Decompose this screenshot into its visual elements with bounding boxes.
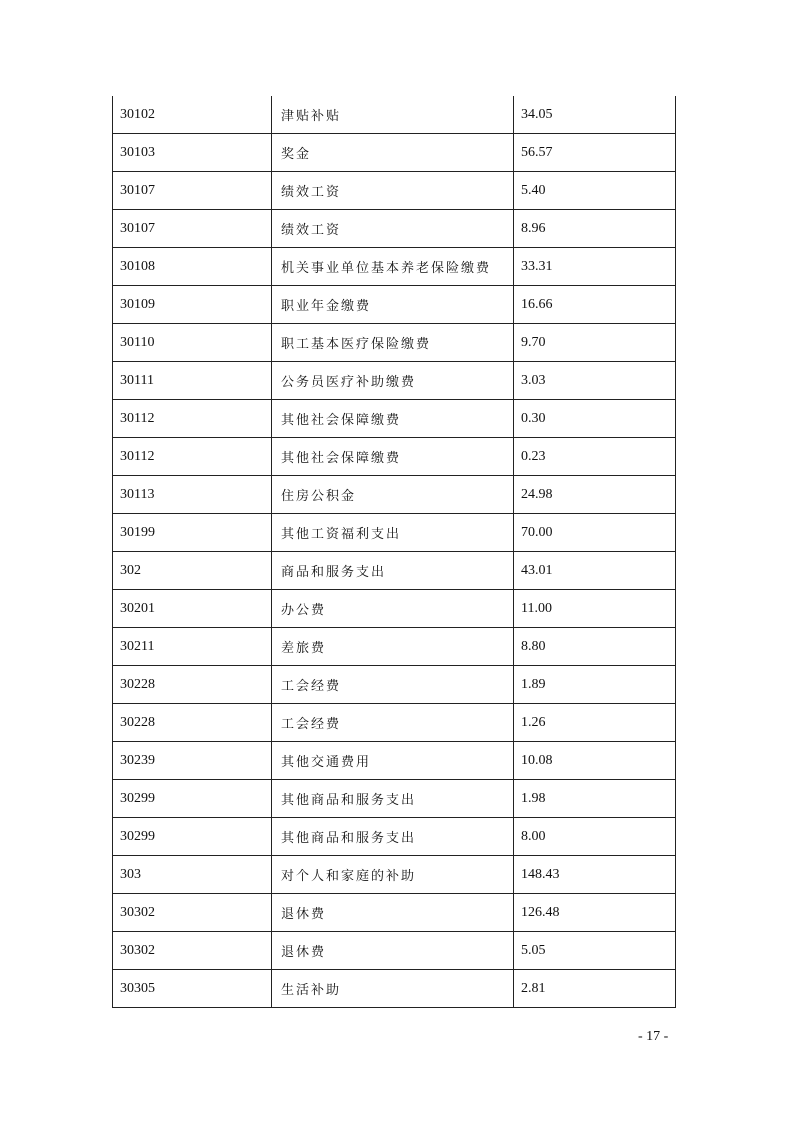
table-row [113, 324, 675, 362]
name-cell: 差旅费 [272, 628, 514, 665]
table-row [113, 894, 675, 932]
amount-cell: 5.40 [521, 182, 546, 198]
amount-cell: 0.30 [521, 410, 546, 426]
code-cell: 30107 [113, 210, 272, 247]
amount-cell: 8.80 [521, 638, 546, 654]
code-cell: 30199 [113, 514, 272, 551]
table-row [113, 362, 675, 400]
code-cell: 302 [113, 552, 272, 589]
amount-cell: 8.96 [521, 220, 546, 236]
name-cell: 商品和服务支出 [272, 552, 514, 589]
code-cell: 30102 [113, 96, 272, 133]
page-number: - 17 - [638, 1029, 669, 1044]
name-cell: 其他商品和服务支出 [272, 818, 514, 855]
table-row [113, 856, 675, 894]
name-cell: 住房公积金 [272, 476, 514, 513]
table-row [113, 476, 675, 514]
amount-cell: 0.23 [521, 448, 546, 464]
amount-cell: 5.05 [521, 942, 546, 958]
name-cell: 工会经费 [272, 704, 514, 741]
name-cell: 机关事业单位基本养老保险缴费 [272, 248, 514, 285]
code-cell: 30228 [113, 704, 272, 741]
code-cell: 30103 [113, 134, 272, 171]
code-cell: 30112 [113, 400, 272, 437]
code-cell: 30302 [113, 894, 272, 931]
table-row [113, 552, 675, 590]
name-cell: 生活补助 [272, 970, 514, 1007]
code-cell: 30305 [113, 970, 272, 1007]
name-cell: 津贴补贴 [272, 96, 514, 133]
code-cell: 30302 [113, 932, 272, 969]
code-cell: 30113 [113, 476, 272, 513]
name-cell: 其他社会保障缴费 [272, 400, 514, 437]
name-cell: 对个人和家庭的补助 [272, 856, 514, 893]
amount-cell: 148.43 [521, 866, 560, 882]
table-row [113, 438, 675, 476]
code-cell: 30107 [113, 172, 272, 209]
code-cell: 30110 [113, 324, 272, 361]
table-row [113, 590, 675, 628]
name-cell: 退休费 [272, 894, 514, 931]
code-cell: 30299 [113, 780, 272, 817]
amount-cell: 34.05 [521, 106, 553, 122]
amount-cell: 43.01 [521, 562, 553, 578]
table-row [113, 248, 675, 286]
name-cell: 其他商品和服务支出 [272, 780, 514, 817]
amount-cell: 70.00 [521, 524, 553, 540]
amount-cell: 24.98 [521, 486, 553, 502]
name-cell: 其他交通费用 [272, 742, 514, 779]
amount-cell: 8.00 [521, 828, 546, 844]
amount-cell: 16.66 [521, 296, 553, 312]
amount-cell: 11.00 [521, 600, 552, 616]
table-row [113, 286, 675, 324]
name-cell: 办公费 [272, 590, 514, 627]
table-row [113, 742, 675, 780]
name-cell: 奖金 [272, 134, 514, 171]
name-cell: 其他工资福利支出 [272, 514, 514, 551]
code-cell: 303 [113, 856, 272, 893]
code-cell: 30211 [113, 628, 272, 665]
name-cell: 职工基本医疗保险缴费 [272, 324, 514, 361]
name-cell: 其他社会保障缴费 [272, 438, 514, 475]
amount-cell: 9.70 [521, 334, 546, 350]
table-row [113, 628, 675, 666]
name-cell: 绩效工资 [272, 172, 514, 209]
name-cell: 职业年金缴费 [272, 286, 514, 323]
name-cell: 工会经费 [272, 666, 514, 703]
amount-cell: 1.89 [521, 676, 546, 692]
table-row [113, 210, 675, 248]
code-cell: 30111 [113, 362, 272, 399]
name-cell: 公务员医疗补助缴费 [272, 362, 514, 399]
table-row [113, 172, 675, 210]
code-cell: 30112 [113, 438, 272, 475]
table-row [113, 704, 675, 742]
amount-cell: 3.03 [521, 372, 546, 388]
amount-cell: 56.57 [521, 144, 553, 160]
amount-cell: 10.08 [521, 752, 553, 768]
name-cell: 绩效工资 [272, 210, 514, 247]
table-row [113, 780, 675, 818]
table-row [113, 96, 675, 134]
code-cell: 30109 [113, 286, 272, 323]
code-cell: 30228 [113, 666, 272, 703]
table-row [113, 134, 675, 172]
table-row [113, 970, 675, 1008]
name-cell: 退休费 [272, 932, 514, 969]
amount-cell: 1.26 [521, 714, 546, 730]
expenditure-table [112, 96, 676, 1008]
table-row [113, 514, 675, 552]
amount-cell: 33.31 [521, 258, 553, 274]
code-cell: 30299 [113, 818, 272, 855]
table-row [113, 666, 675, 704]
amount-cell: 126.48 [521, 904, 560, 920]
table-row [113, 932, 675, 970]
table-row [113, 400, 675, 438]
code-cell: 30201 [113, 590, 272, 627]
code-cell: 30239 [113, 742, 272, 779]
table-row [113, 818, 675, 856]
code-cell: 30108 [113, 248, 272, 285]
amount-cell: 2.81 [521, 980, 546, 996]
amount-cell: 1.98 [521, 790, 546, 806]
